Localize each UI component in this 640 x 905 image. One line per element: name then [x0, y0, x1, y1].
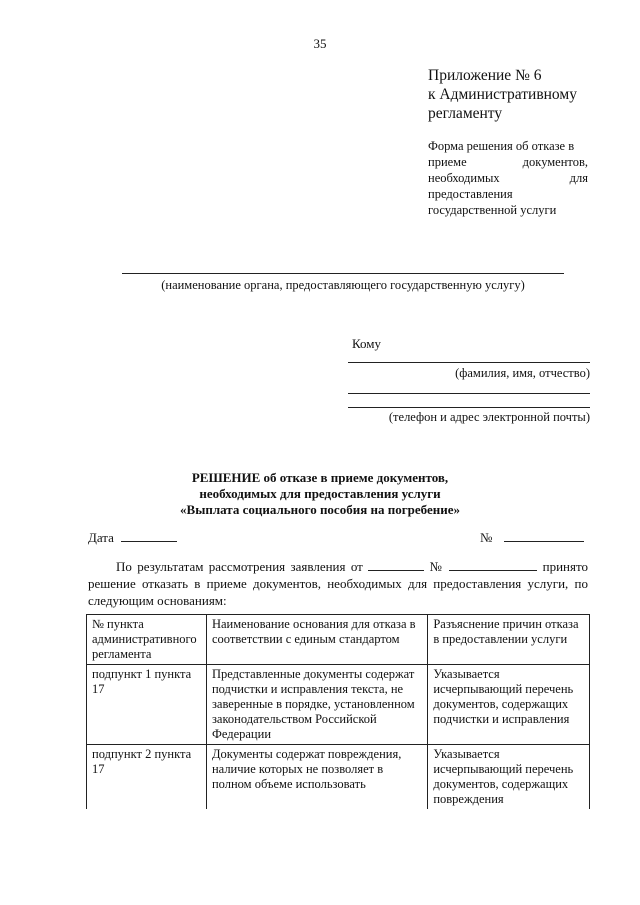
- table-cell: Указывается исчерпывающий перечень документов, содержащих подчистки и исправления: [428, 665, 590, 745]
- paragraph-line: следующим основаниям:: [88, 593, 227, 608]
- form-description-line: приеме документов,: [428, 155, 588, 169]
- paragraph-text: По результатам рассмотрения заявления от: [116, 559, 363, 574]
- table-row: [87, 745, 590, 810]
- decision-title-line: «Выплата социального пособия на погребение»: [180, 502, 460, 517]
- decision-title-line: РЕШЕНИЕ об отказе в приеме документов,: [191, 470, 449, 485]
- form-description-line: Форма решения об отказе в: [428, 139, 575, 153]
- paragraph-text: №: [429, 559, 444, 574]
- form-description-line: предоставления: [428, 187, 513, 201]
- page-number: 35: [313, 36, 327, 51]
- table-header-row: [87, 615, 590, 665]
- recipient-label: Кому: [352, 336, 382, 351]
- table-header-cell: № пункта административного регламента: [87, 615, 207, 665]
- paragraph-line: [88, 558, 588, 575]
- decision-paragraph: [88, 558, 588, 609]
- number-label: №: [480, 530, 493, 545]
- recipient-contact-line: [348, 407, 590, 408]
- table-cell: подпункт 1 пункта 17: [87, 665, 207, 745]
- form-description: [428, 138, 588, 218]
- form-description-line: государственной услуги: [428, 203, 557, 217]
- refusal-grounds-table: [86, 614, 590, 809]
- table-cell: Документы содержат повреждения, наличие которых не позволяет в полном объеме использовать: [206, 745, 427, 810]
- date-field: [88, 530, 177, 545]
- table-header-cell: Разъяснение причин отказа в предоставлении услуги: [428, 615, 590, 665]
- table-cell: Представленные документы содержат подчистки и исправления текста, не заверенные в порядке, установленном законодательством Российской Федерации: [206, 665, 427, 745]
- date-label: Дата: [88, 530, 114, 545]
- decision-title-line: необходимых для предоставления услуги: [199, 486, 441, 501]
- decision-title: [0, 470, 640, 518]
- appendix-line: регламенту: [428, 105, 503, 122]
- table-row: [87, 665, 590, 745]
- number-blank[interactable]: [504, 530, 584, 542]
- date-blank[interactable]: [121, 530, 177, 542]
- appendix-heading: [428, 66, 608, 123]
- number-field: [480, 530, 584, 545]
- table-header-cell: Наименование основания для отказа в соответствии с единым стандартом: [206, 615, 427, 665]
- appendix-line: к Административному: [428, 86, 577, 103]
- table-cell: подпункт 2 пункта 17: [87, 745, 207, 810]
- appendix-line: Приложение № 6: [428, 67, 542, 84]
- recipient-contact-line: [348, 393, 590, 394]
- authority-name-line: [122, 273, 564, 274]
- recipient-name-caption: (фамилия, имя, отчество): [455, 366, 590, 380]
- authority-caption: (наименование органа, предоставляющего государственную услугу): [161, 278, 525, 292]
- paragraph-text: принято: [542, 559, 588, 574]
- application-number-blank[interactable]: [449, 559, 537, 571]
- application-date-blank[interactable]: [368, 559, 424, 571]
- recipient-name-line: [348, 362, 590, 363]
- paragraph-line: решение отказать в приеме документов, необходимых для предоставления услуги, по: [88, 576, 588, 591]
- recipient-contact-caption: (телефон и адрес электронной почты): [388, 410, 590, 424]
- table-cell: Указывается исчерпывающий перечень документов, содержащих повреждения: [428, 745, 590, 810]
- form-description-line: необходимых для: [428, 171, 588, 185]
